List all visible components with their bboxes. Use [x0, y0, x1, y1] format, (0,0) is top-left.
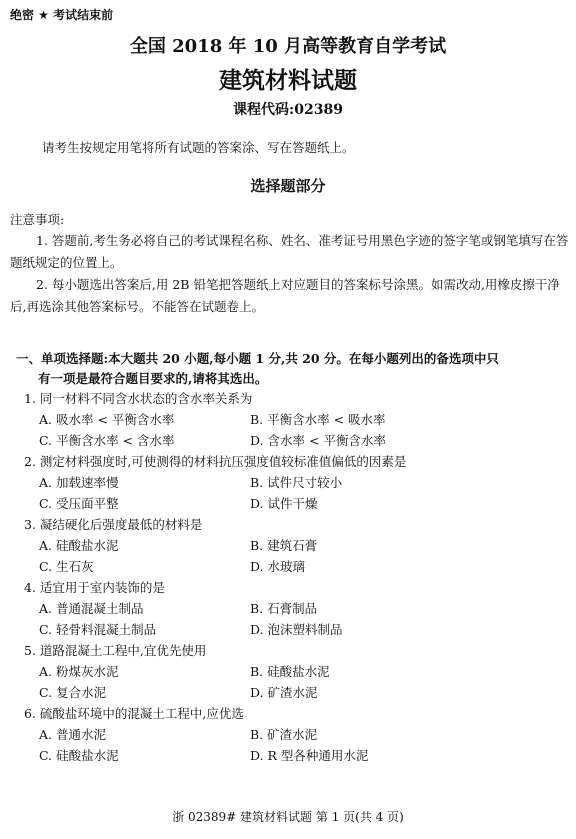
question-stem: 5. 道路混凝土工程中,宜优先使用 [24, 643, 207, 658]
option-c: C. 轻骨料混凝土制品 [39, 622, 157, 637]
option-a: A. 普通混凝土制品 [39, 601, 144, 616]
option-d: D. R 型各种通用水泥 [250, 748, 369, 763]
exam-title: 全国 2018 年 10 月高等教育自学考试 [129, 36, 447, 57]
option-b: B. 石膏制品 [250, 601, 318, 616]
option-c: C. 复合水泥 [39, 685, 107, 700]
option-b: B. 试件尺寸较小 [250, 475, 343, 490]
part-heading [16, 349, 499, 389]
question [24, 704, 564, 766]
question-stem: 6. 硫酸盐环境中的混凝土工程中,应优选 [24, 706, 244, 721]
notes-heading: 注意事项: [10, 212, 65, 227]
course-code: 课程代码:02389 [233, 102, 343, 118]
part-heading-line: 一、单项选择题:本大题共 20 小题,每小题 1 分,共 20 分。在每小题列出的备选项中只 [16, 351, 499, 366]
option-b: B. 矿渣水泥 [250, 727, 318, 742]
question-stem: 1. 同一材料不同含水状态的含水率关系为 [24, 391, 253, 406]
option-d: D. 含水率 < 平衡含水率 [250, 433, 386, 448]
option-c: C. 平衡含水率 < 含水率 [39, 433, 175, 448]
general-instruction: 请考生按规定用笔将所有试题的答案涂、写在答题纸上。 [42, 140, 355, 155]
option-b: B. 硅酸盐水泥 [250, 664, 330, 679]
note-item: 2. 每小题选出答案后,用 2B 铅笔把答题纸上对应题目的答案标号涂黑。如需改动,用橡皮擦干净后,再选涂其他答案标号。不能答在试题卷上。 [10, 277, 560, 314]
question [24, 515, 564, 577]
option-a: A. 硅酸盐水泥 [39, 538, 119, 553]
option-d: D. 试件干燥 [250, 496, 318, 511]
option-c: C. 受压面平整 [39, 496, 119, 511]
subject-title: 建筑材料试题 [219, 68, 357, 94]
question [24, 389, 564, 451]
secrecy-label: 绝密 ★ 考试结束前 [10, 8, 114, 22]
option-c: C. 生石灰 [39, 559, 94, 574]
option-d: D. 水玻璃 [250, 559, 306, 574]
option-a: A. 普通水泥 [39, 727, 106, 742]
part-heading-line: 有一项是最符合题目要求的,请将其选出。 [38, 371, 268, 386]
option-d: D. 泡沫塑料制品 [250, 622, 343, 637]
option-a: A. 吸水率 < 平衡含水率 [39, 412, 175, 427]
option-a: A. 加载速率慢 [39, 475, 119, 490]
question-stem: 3. 凝结硬化后强度最低的材料是 [24, 517, 203, 532]
option-d: D. 矿渣水泥 [250, 685, 318, 700]
option-c: C. 硅酸盐水泥 [39, 748, 119, 763]
question [24, 641, 564, 703]
note-item: 1. 答题前,考生务必将自己的考试课程名称、姓名、准考证号用黑色字迹的签字笔或钢笔填写在答题纸规定的位置上。 [10, 233, 569, 270]
option-b: B. 建筑石膏 [250, 538, 318, 553]
question [24, 578, 564, 640]
question-stem: 4. 适宜用于室内装饰的是 [24, 580, 165, 595]
page-footer: 浙 02389# 建筑材料试题 第 1 页(共 4 页) [172, 810, 404, 824]
option-a: A. 粉煤灰水泥 [39, 664, 119, 679]
section-title: 选择题部分 [250, 177, 326, 195]
question-stem: 2. 测定材料强度时,可使测得的材料抗压强度值较标准值偏低的因素是 [24, 454, 407, 469]
question [24, 452, 564, 514]
option-b: B. 平衡含水率 < 吸水率 [250, 412, 386, 427]
